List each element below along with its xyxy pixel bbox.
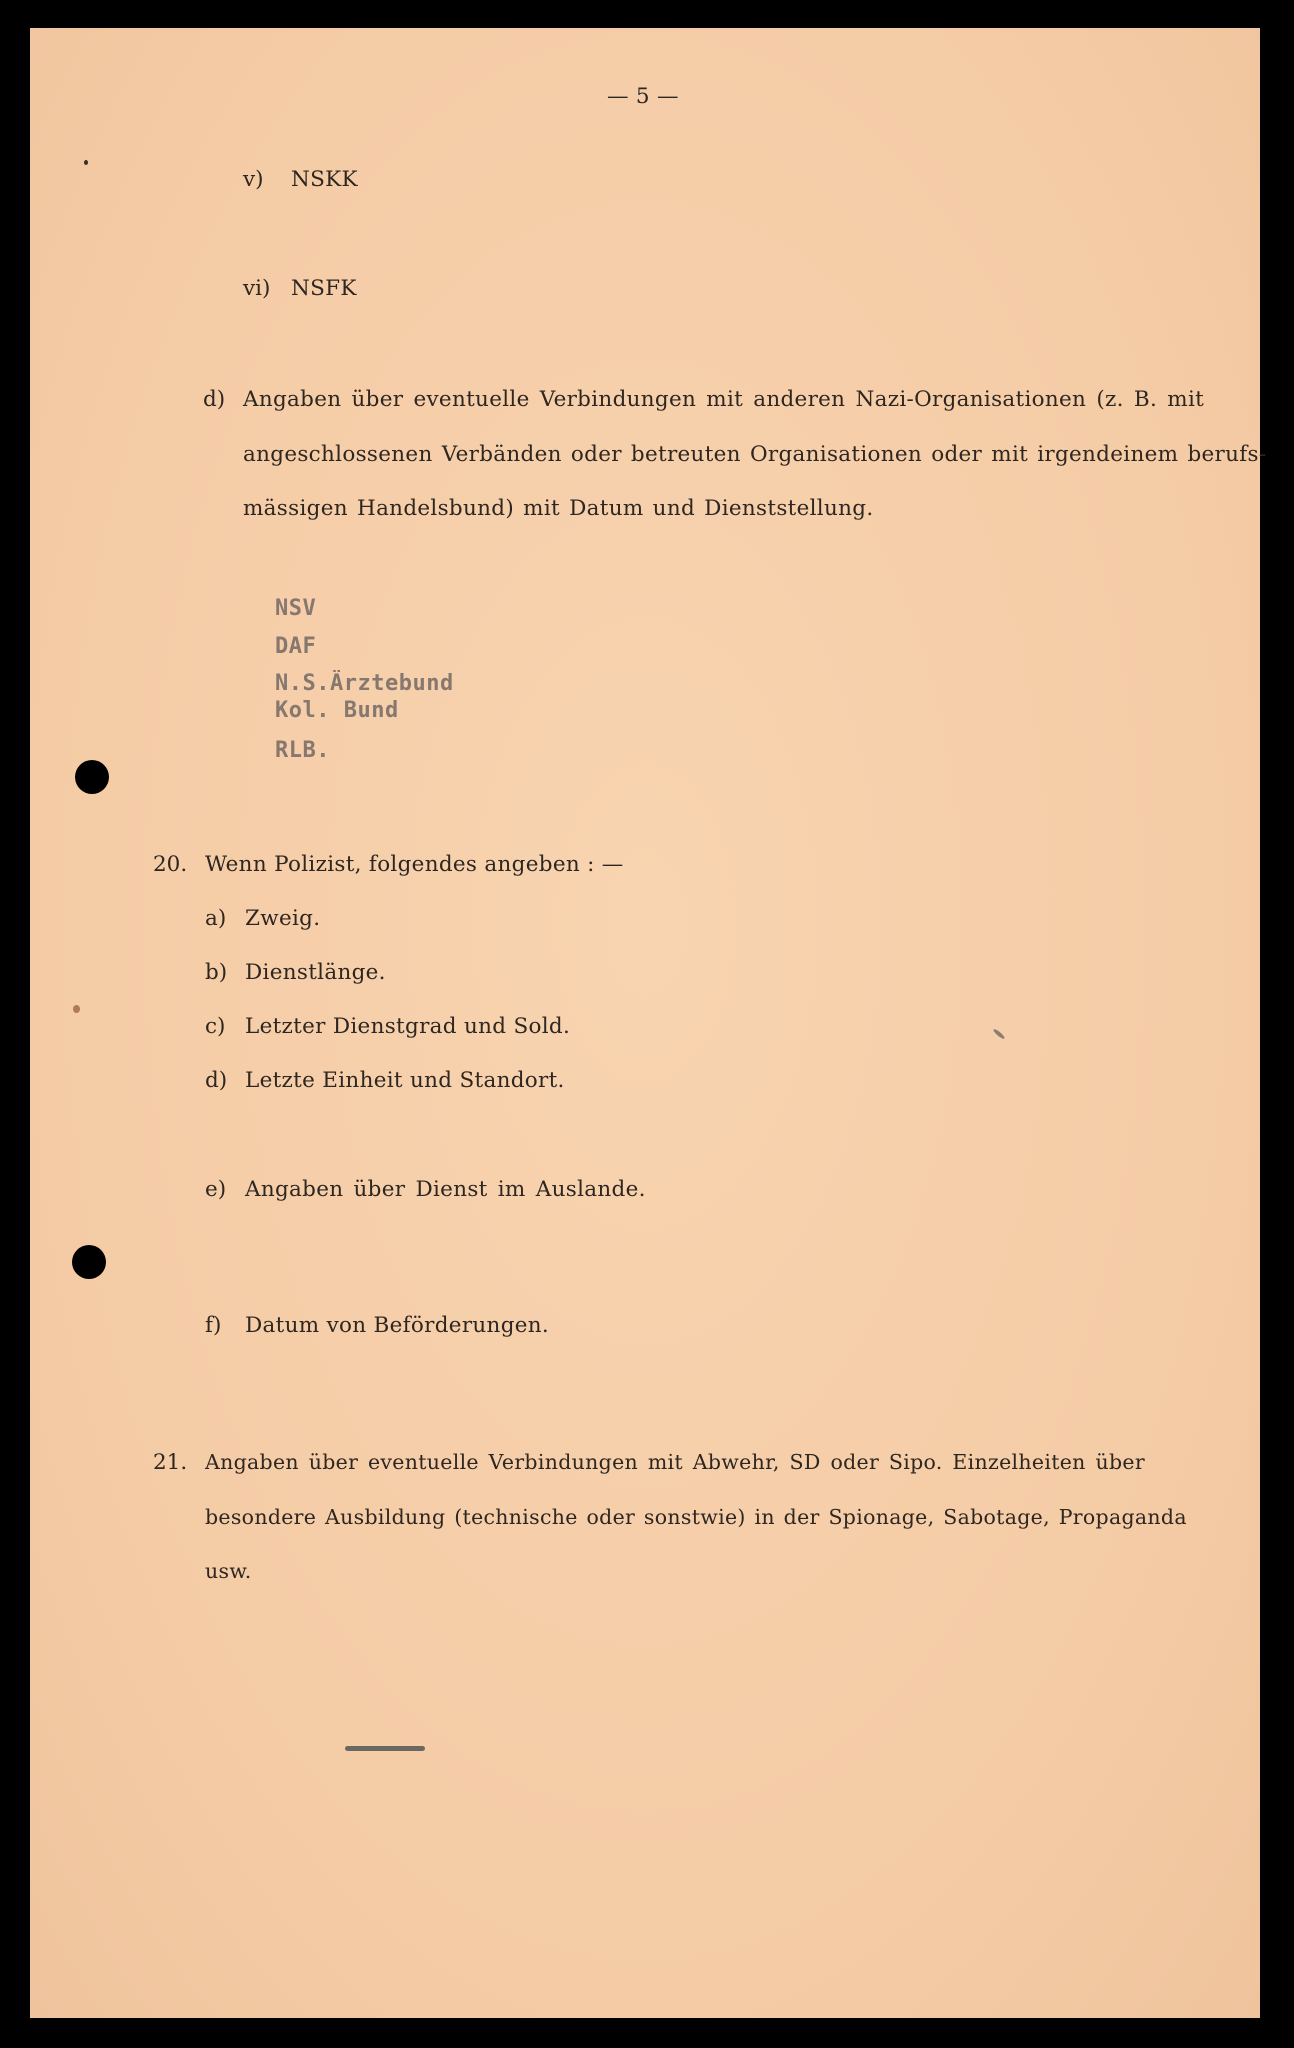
typed-answer: Kol. Bund [275, 698, 399, 723]
question-20-b-label: b) [205, 960, 228, 985]
item-d-label: d) [203, 387, 226, 412]
item-d-line3: mässigen Handelsbund) mit Datum und Dienststellung. [243, 496, 874, 521]
item-vi-label: vi) [243, 276, 271, 301]
speck [73, 1005, 80, 1013]
item-d-line2: angeschlossenen Verbänden oder betreuten Organisationen oder mit irgendeinem berufs- [243, 442, 1267, 467]
question-20-a-text: Zweig. [245, 906, 321, 931]
question-20-e-text: Angaben über Dienst im Auslande. [245, 1177, 646, 1202]
closing-dash-mark [345, 1746, 425, 1751]
question-20-f-text: Datum von Beförderungen. [245, 1313, 550, 1338]
question-21-line1: Angaben über eventuelle Verbindungen mit Abwehr, SD oder Sipo. Einzelheiten über [205, 1450, 1145, 1474]
speck [84, 160, 88, 165]
question-20-b-text: Dienstlänge. [245, 960, 386, 985]
page-number: — 5 — [607, 84, 679, 109]
question-21-line2: besondere Ausbildung (technische oder sonstwie) in der Spionage, Sabotage, Propaganda [205, 1505, 1187, 1529]
item-v-text: NSKK [291, 167, 358, 192]
typed-answer: NSV [275, 596, 317, 621]
item-d-line1: Angaben über eventuelle Verbindungen mit anderen Nazi-Organisationen (z. B. mit [243, 387, 1205, 412]
question-20-d-label: d) [205, 1068, 228, 1093]
punch-hole-bottom [72, 1245, 106, 1279]
typed-answer: N.S.Ärztebund [275, 671, 454, 696]
question-20-f-label: f) [205, 1313, 222, 1338]
item-vi-text: NSFK [291, 276, 357, 301]
question-20-c-label: c) [205, 1014, 226, 1039]
item-v-label: v) [243, 167, 264, 192]
question-20-text: Wenn Polizist, folgendes angeben : — [205, 852, 624, 877]
question-20-e-label: e) [205, 1177, 227, 1202]
question-20-c-text: Letzter Dienstgrad und Sold. [245, 1014, 571, 1039]
question-20-number: 20. [153, 852, 188, 877]
question-21-number: 21. [153, 1450, 188, 1475]
typed-answer: DAF [275, 634, 317, 659]
question-20-d-text: Letzte Einheit und Standort. [245, 1068, 565, 1093]
typed-answer: RLB. [275, 738, 330, 763]
punch-hole-top [75, 760, 109, 794]
question-21-line3: usw. [205, 1559, 252, 1583]
question-20-a-label: a) [205, 906, 227, 931]
